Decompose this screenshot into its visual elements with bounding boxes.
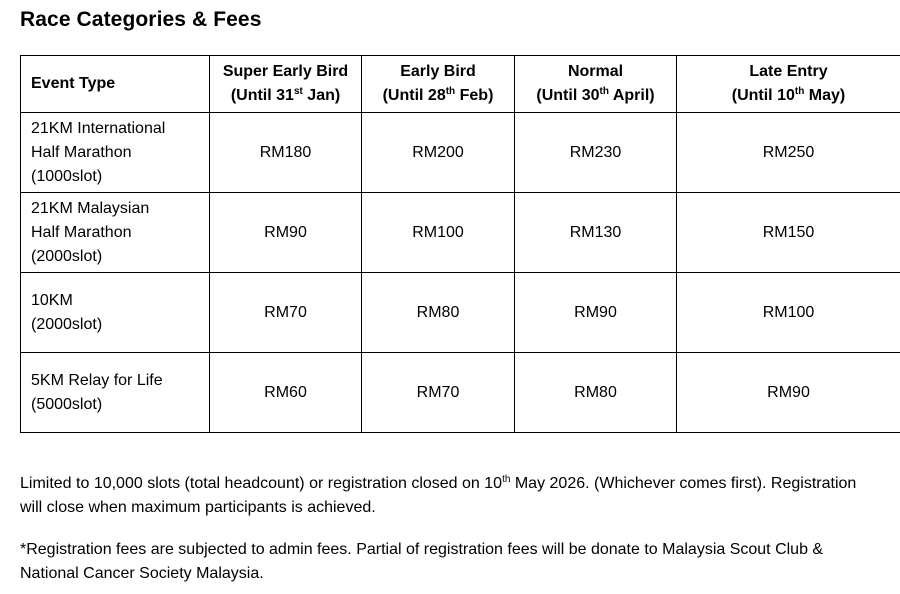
fee-cell: RM90: [515, 273, 677, 353]
column-deadline: (Until 30th April): [536, 86, 655, 104]
event-cell: 5KM Relay for Life (5000slot): [21, 353, 210, 433]
column-header-late-entry: [677, 56, 900, 113]
fee-cell: RM150: [677, 193, 900, 273]
fee-cell: RM80: [515, 353, 677, 433]
fee-cell: RM130: [515, 193, 677, 273]
page-title: Race Categories & Fees: [20, 8, 262, 31]
fee-cell: RM70: [362, 353, 515, 433]
column-name: Normal: [567, 63, 624, 80]
notes: [20, 472, 870, 586]
table-header-row: [21, 56, 900, 113]
fee-cell: RM70: [210, 273, 362, 353]
event-type-header: Event Type: [21, 56, 210, 113]
column-name: Early Bird: [400, 63, 476, 80]
fee-cell: RM230: [515, 113, 677, 193]
table-row: [21, 273, 900, 353]
column-header-normal: [515, 56, 677, 113]
fee-cell: RM80: [362, 273, 515, 353]
table-row: [21, 193, 900, 273]
fee-cell: RM90: [210, 193, 362, 273]
column-deadline: (Until 28th Feb): [382, 86, 494, 104]
event-cell: 21KM Malaysian Half Marathon (2000slot): [21, 193, 210, 273]
fee-cell: RM250: [677, 113, 900, 193]
fees-table: [20, 55, 900, 433]
fee-cell: RM100: [677, 273, 900, 353]
column-header-early-bird: [362, 56, 515, 113]
fee-cell: RM90: [677, 353, 900, 433]
column-deadline: (Until 31st Jan): [230, 86, 341, 104]
column-deadline: (Until 10th May): [731, 86, 846, 104]
event-cell: 10KM (2000slot): [21, 273, 210, 353]
fee-cell: RM60: [210, 353, 362, 433]
fee-cell: RM200: [362, 113, 515, 193]
fee-cell: RM100: [362, 193, 515, 273]
column-name: Super Early Bird: [222, 63, 349, 80]
column-name: Late Entry: [749, 63, 828, 80]
table-row: [21, 353, 900, 433]
event-cell: 21KM International Half Marathon (1000slot): [21, 113, 210, 193]
slot-limit-note: Limited to 10,000 slots (total headcount) or registration closed on 10th May 2026. (Whichever comes first). Registration will close when maximum participants is achieved.: [20, 474, 857, 516]
fee-cell: RM180: [210, 113, 362, 193]
table-row: [21, 113, 900, 193]
column-header-super-early-bird: [210, 56, 362, 113]
admin-fee-note: *Registration fees are subjected to admin fees. Partial of registration fees will be donate to Malaysia Scout Club & National Cancer Society Malaysia.: [20, 541, 824, 582]
